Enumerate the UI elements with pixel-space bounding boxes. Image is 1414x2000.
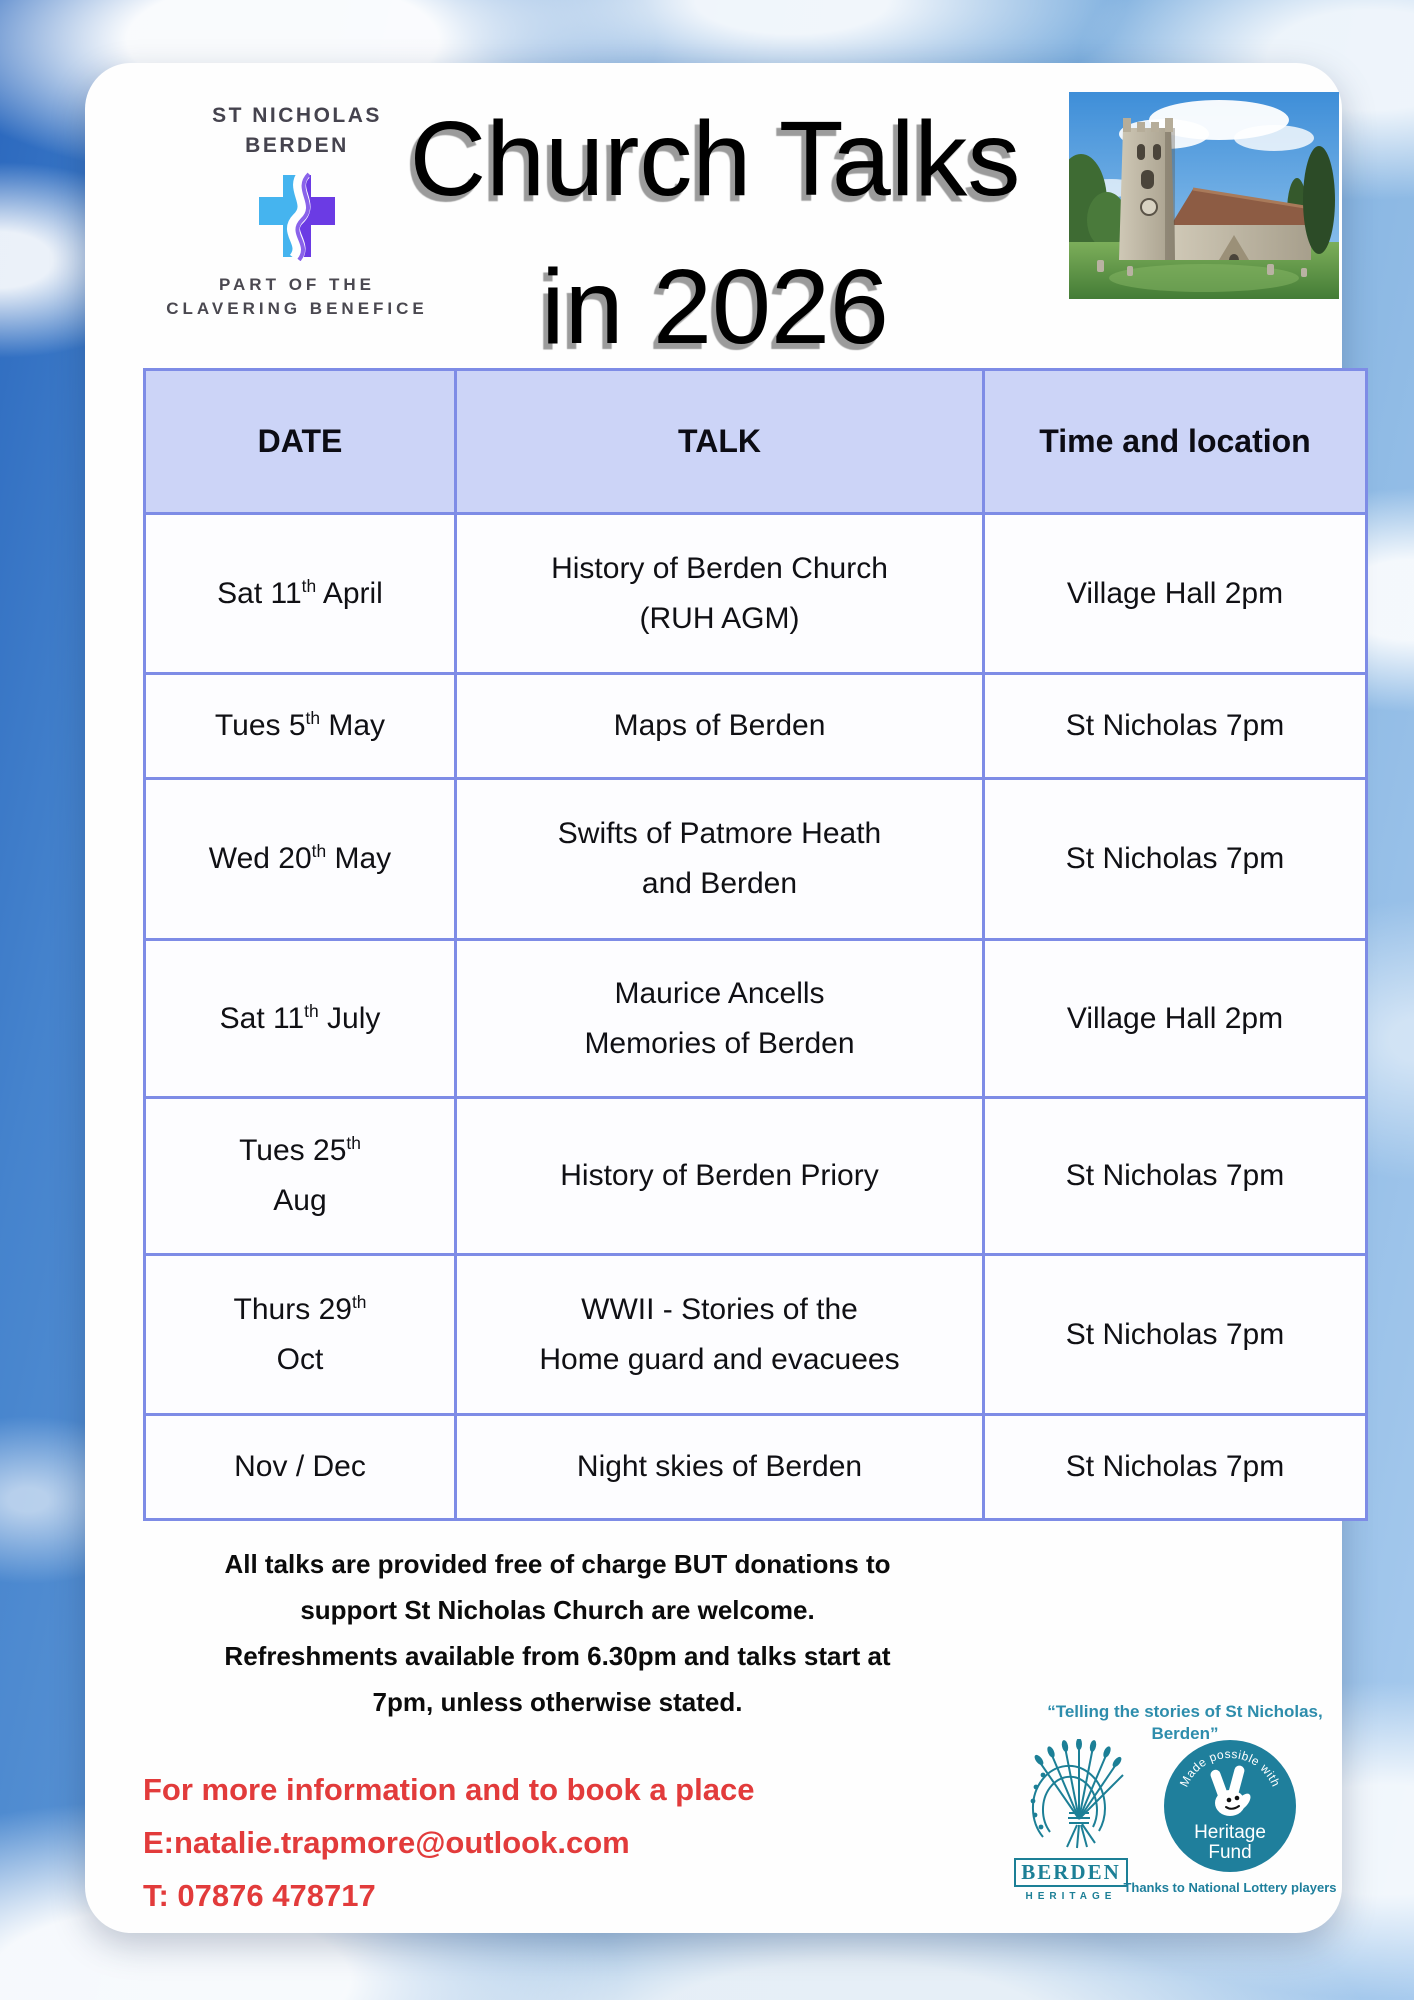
heritage-quote: “Telling the stories of St Nicholas, Berden” xyxy=(1047,1702,1323,1743)
date-cell: Tues 25th Aug xyxy=(145,1098,456,1255)
svg-text:Heritage: Heritage xyxy=(1194,1822,1266,1843)
date-cell: Wed 20th May xyxy=(145,779,456,940)
svg-text:Fund: Fund xyxy=(1208,1842,1252,1863)
location-cell: St Nicholas 7pm xyxy=(984,1415,1367,1520)
berden-logo-name: BERDEN xyxy=(1014,1858,1128,1887)
church-photo xyxy=(1069,92,1339,299)
table-row xyxy=(145,1255,1367,1415)
talk-cell: WWII - Stories of the Home guard and evacuees xyxy=(456,1255,984,1415)
berden-logo-subtitle: HERITAGE xyxy=(1025,1891,1117,1902)
location-cell: Village Hall 2pm xyxy=(984,940,1367,1098)
date-cell: Nov / Dec xyxy=(145,1415,456,1520)
brand-org-line2: BERDEN xyxy=(245,134,349,157)
contact-phone: T: 07876 478717 xyxy=(143,1878,376,1913)
svg-text:Made possible with: Made possible with xyxy=(1176,1746,1284,1790)
brand-benefice-line1: PART OF THE xyxy=(218,275,376,294)
notes-line: Refreshments available from 6.30pm and talks start at xyxy=(224,1641,891,1671)
poster-title-line2: in 2026 xyxy=(541,248,889,366)
poster-title xyxy=(340,85,1090,381)
table-row xyxy=(145,940,1367,1098)
table-row xyxy=(145,1098,1367,1255)
table-row xyxy=(145,1415,1367,1520)
table-row xyxy=(145,674,1367,779)
location-cell: St Nicholas 7pm xyxy=(984,1098,1367,1255)
notes-line: support St Nicholas Church are welcome. xyxy=(300,1595,815,1625)
st-nicholas-cross-icon xyxy=(255,171,339,261)
talks-table xyxy=(143,368,1368,1521)
contact-email: E:natalie.trapmore@outlook.com xyxy=(143,1825,630,1860)
contact-block xyxy=(143,1763,754,1922)
col-header-talk: TALK xyxy=(456,370,984,514)
date-cell: Thurs 29th Oct xyxy=(145,1255,456,1415)
talk-cell: History of Berden Priory xyxy=(456,1098,984,1255)
brand-benefice-line2: CLAVERING BENEFICE xyxy=(166,299,428,318)
col-header-date: DATE xyxy=(145,370,456,514)
talk-cell: History of Berden Church (RUH AGM) xyxy=(456,514,984,674)
table-row xyxy=(145,514,1367,674)
talk-cell: Maps of Berden xyxy=(456,674,984,779)
poster-title-line1: Church Talks xyxy=(409,100,1021,218)
heritage-fund-roundel xyxy=(1164,1740,1296,1872)
table-row xyxy=(145,779,1367,940)
heritage-fund-logo xyxy=(1105,1740,1355,1895)
date-cell: Sat 11th April xyxy=(145,514,456,674)
notes-line: All talks are provided free of charge BUT donations to xyxy=(224,1549,891,1579)
talk-cell: Swifts of Patmore Heath and Berden xyxy=(456,779,984,940)
poster-card xyxy=(85,63,1342,1933)
table-header-row xyxy=(145,370,1367,514)
location-cell: St Nicholas 7pm xyxy=(984,674,1367,779)
brand-org-line1: ST NICHOLAS xyxy=(212,104,382,127)
notes-line: 7pm, unless otherwise stated. xyxy=(372,1687,743,1717)
col-header-time-location: Time and location xyxy=(984,370,1367,514)
date-cell: Tues 5th May xyxy=(145,674,456,779)
talk-cell: Night skies of Berden xyxy=(456,1415,984,1520)
lottery-thanks-text: Thanks to National Lottery players xyxy=(1123,1880,1337,1895)
location-cell: Village Hall 2pm xyxy=(984,514,1367,674)
date-cell: Sat 11th July xyxy=(145,940,456,1098)
talk-cell: Maurice Ancells Memories of Berden xyxy=(456,940,984,1098)
location-cell: St Nicholas 7pm xyxy=(984,1255,1367,1415)
notes-block xyxy=(85,1541,1030,1725)
contact-heading: For more information and to book a place xyxy=(143,1772,755,1807)
location-cell: St Nicholas 7pm xyxy=(984,779,1367,940)
